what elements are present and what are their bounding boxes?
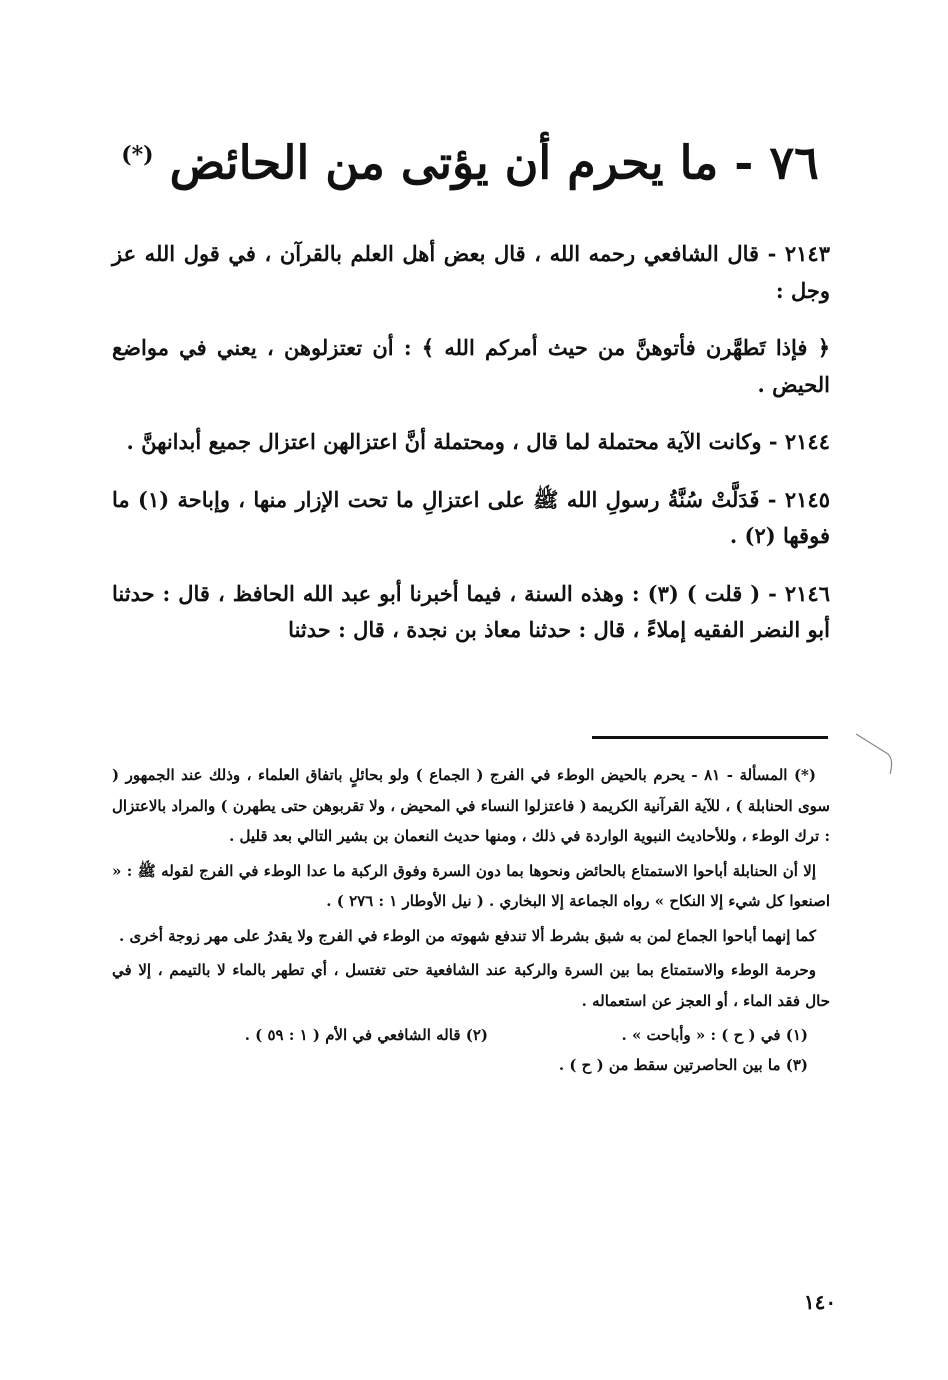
paragraph-2143: ٢١٤٣ - قال الشافعي رحمه الله ، قال بعض أهل العلم بالقرآن ، في قول الله عز وجل : [112,241,830,303]
footnote-2: (٢) قاله الشافعي في الأم ( ١ : ٥٩ ) . [244,1026,488,1044]
note-lead: (*) المسألة - ٨١ - [691,766,816,784]
chapter-title-note-mark: (*) [121,142,154,168]
scan-mark [852,728,902,788]
footnotes-row [112,1020,830,1050]
footnote-3: (٣) ما بين الحاصرتين سقط من ( ح ) . [558,1056,808,1074]
paragraph-2146: ٢١٤٦ - ( قلت ) (٣) : وهذه السنة ، فيما أخبرنا أبو عبد الله الحافظ ، قال : حدثنا أبو النضر الفقيه إملاءً ، قال : حدثنا معاذ بن نجدة ، قال : حدثنا [112,580,830,642]
notes-section [112,760,830,1080]
paragraph-verse: ﴿ فإذا تَطهَّرن فأتوهنَّ من حيث أمركم الله ﴾ : أن تعتزلوهن ، يعني في مواضع الحيض . [112,335,830,397]
page-number: ١٤٠ [803,1290,837,1314]
chapter-title [120,120,820,197]
note-hanabila: إلا أن الحنابلة أباحوا الاستمتاع بالحائض ونحوها بما دون السرة وفوق الركبة ما عدا الوطء في الفرج لقوله ﷺ : « اصنعوا كل شيء إلا النكاح » رواه الجماعة إلا البخاري . ( نيل الأوطار ١ : ٢٧٦ ) . [112,861,830,910]
note-text-1: يحرم بالحيض الوطء في الفرج ( الجماع ) ولو بحائلٍ باتفاق العلماء ، وذلك عند الجمهور ( سوى الحنابلة ) ، للآية القرآنية الكريمة ( فاعتزلوا النساء في المحيض ، ولا تقربوهن حتى يطهرن ) والمراد بالاعتزال : ترك الوطء ، وللأحاديث النبوية الواردة في ذلك ، ومنها حديث النعمان بن بشير التالي بعد قليل . [112,766,830,845]
paragraph-2144: ٢١٤٤ - وكانت الآية محتملة لما قال ، ومحتملة أنَّ اعتزالهن اعتزال جميع أبدانهنَّ . [126,429,830,454]
note-shafiiyya: وحرمة الوطء والاستمتاع بما بين السرة والركبة عند الشافعية حتى تغتسل ، أي تطهر بالماء لا بالتيمم ، إلا في حال فقد الماء ، أو العجز عن استعماله . [112,961,830,1010]
footnote-separator [592,736,828,739]
note-exception: كما إنهما أباحوا الجماع لمن به شبق بشرط ألا تندفع شهوته من الوطء في الفرج ولا يقدرُ على مهر زوجة أخرى . [119,926,816,945]
paragraph-2145: ٢١٤٥ - فَدَلَّتْ سُنَّةُ رسولِ الله ﷺ على اعتزالِ ما تحت الإزار منها ، وإباحة (١) ما فوقها (٢) . [112,486,830,548]
footnote-1: (١) في ( ح ) : « وأباحت » . [621,1026,808,1044]
main-text [112,236,830,670]
note-issue-81 [112,760,830,852]
chapter-title-text: ٧٦ - ما يحرم أن يؤتى من الحائض [169,135,819,190]
